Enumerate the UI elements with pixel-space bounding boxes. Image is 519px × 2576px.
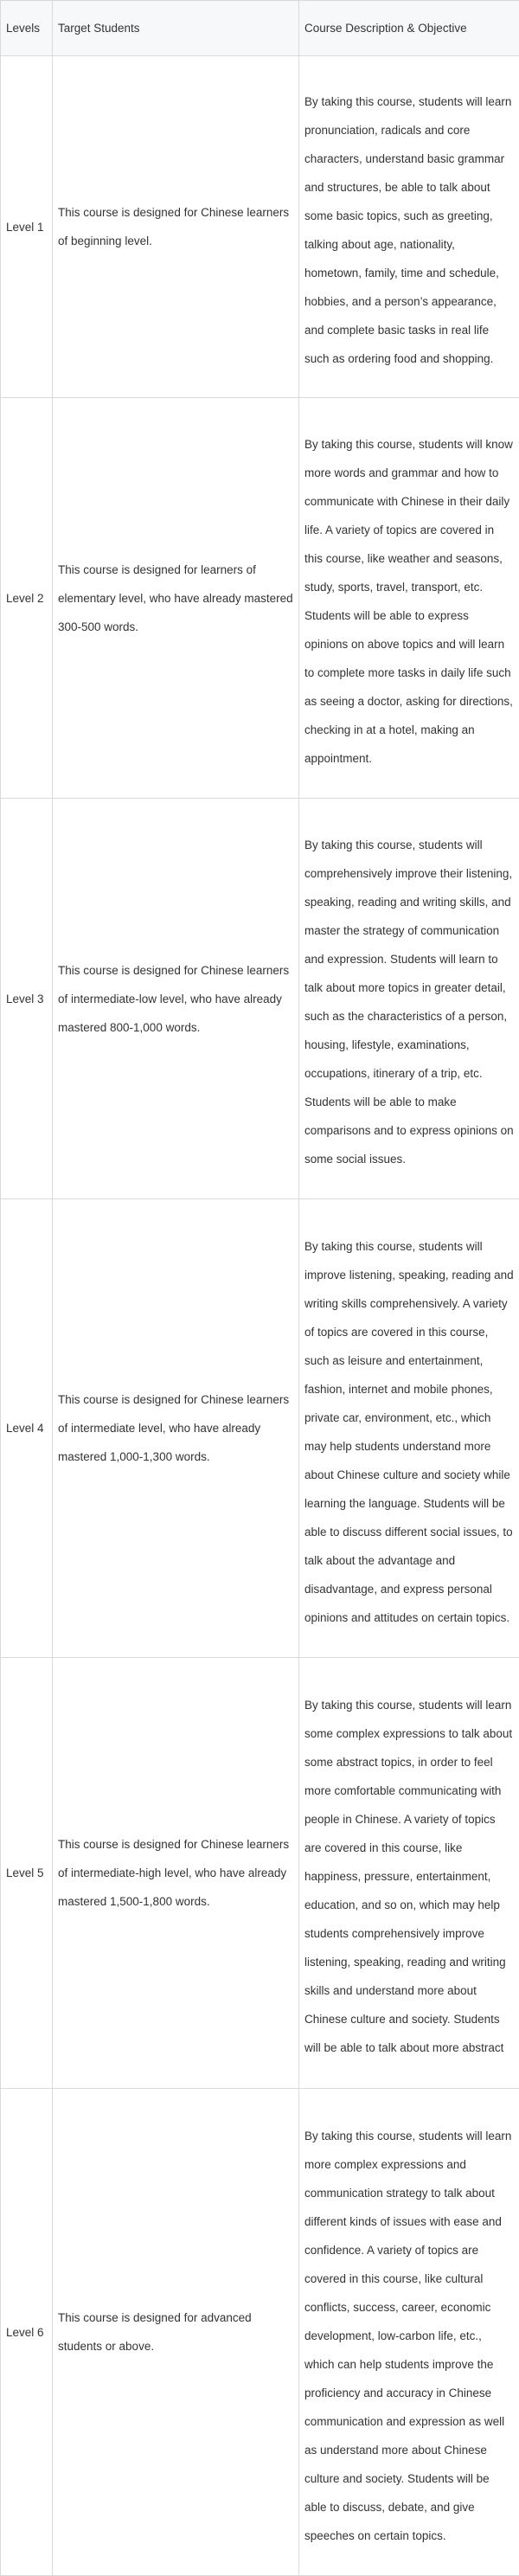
target-students-cell: This course is designed for Chinese learners of intermediate-low level, who have already mastered 800-1,000 words.: [53, 799, 299, 1199]
header-levels: Levels: [1, 1, 53, 56]
description-cell: By taking this course, students will learn more complex expressions and communication strategy to talk about different kinds of issues with ease and confidence. A variety of topics are covered in this course, like cultural conflicts, success, career, economic development, low-carbon life, etc., which can help students improve the proficiency and accuracy in Chinese communication and expression as well as understand more about Chinese culture and society. Students will be able to discuss, debate, and give speeches on certain topics.: [299, 2089, 519, 2576]
table-row: [1, 799, 519, 1199]
table-body: [1, 56, 519, 2576]
level-cell: Level 4: [1, 1199, 53, 1658]
level-cell: Level 5: [1, 1658, 53, 2089]
description-cell: By taking this course, students will comprehensively improve their listening, speaking, reading and writing skills, and master the strategy of communication and expression. Students will learn to talk about more topics in greater detail, such as the characteristics of a person, housing, lifestyle, examinations, occupations, itinerary of a trip, etc. Students will be able to make comparisons and to express opinions on some social issues.: [299, 799, 519, 1199]
table-row: [1, 398, 519, 799]
table-header: [1, 1, 519, 56]
target-students-cell: This course is designed for Chinese learners of intermediate-high level, who have already mastered 1,500-1,800 words.: [53, 1658, 299, 2089]
description-cell: By taking this course, students will improve listening, speaking, reading and writing skills comprehensively. A variety of topics are covered in this course, such as leisure and entertainment, fashion, internet and mobile phones, private car, environment, etc., which may help students understand more about Chinese culture and society while learning the language. Students will be able to discuss different social issues, to talk about the advantage and disadvantage, and express personal opinions and attitudes on certain topics.: [299, 1199, 519, 1658]
description-cell: By taking this course, students will learn pronunciation, radicals and core characters, understand basic grammar and structures, be able to talk about some basic topics, such as greeting, talking about age, nationality, hometown, family, time and schedule, hobbies, and a person’s appearance, and complete basic tasks in real life such as ordering food and shopping.: [299, 56, 519, 398]
table-row: [1, 1658, 519, 2089]
target-students-cell: This course is designed for advanced students or above.: [53, 2089, 299, 2576]
target-students-cell: This course is designed for Chinese learners of beginning level.: [53, 56, 299, 398]
level-cell: Level 3: [1, 799, 53, 1199]
level-cell: Level 6: [1, 2089, 53, 2576]
level-cell: Level 1: [1, 56, 53, 398]
level-cell: Level 2: [1, 398, 53, 799]
description-cell: By taking this course, students will know more words and grammar and how to communicate with Chinese in their daily life. A variety of topics are covered in this course, like weather and seasons, study, sports, travel, transport, etc. Students will be able to express opinions on above topics and will learn to complete more tasks in daily life such as seeing a doctor, asking for directions, checking in at a hotel, making an appointment.: [299, 398, 519, 799]
table-row: [1, 1199, 519, 1658]
target-students-cell: This course is designed for learners of elementary level, who have already mastered 300-500 words.: [53, 398, 299, 799]
header-target-students: Target Students: [53, 1, 299, 56]
target-students-cell: This course is designed for Chinese learners of intermediate level, who have already mastered 1,000-1,300 words.: [53, 1199, 299, 1658]
header-course-description: Course Description & Objective: [299, 1, 519, 56]
header-row: [1, 1, 519, 56]
table-row: [1, 2089, 519, 2576]
description-cell: By taking this course, students will learn some complex expressions to talk about some abstract topics, in order to feel more comfortable communicating with people in Chinese. A variety of topics are covered in this course, like happiness, pressure, entertainment, education, and so on, which may help students comprehensively improve listening, speaking, reading and writing skills and understand more about Chinese culture and society. Students will be able to talk about more abstract: [299, 1658, 519, 2089]
table-row: [1, 56, 519, 398]
